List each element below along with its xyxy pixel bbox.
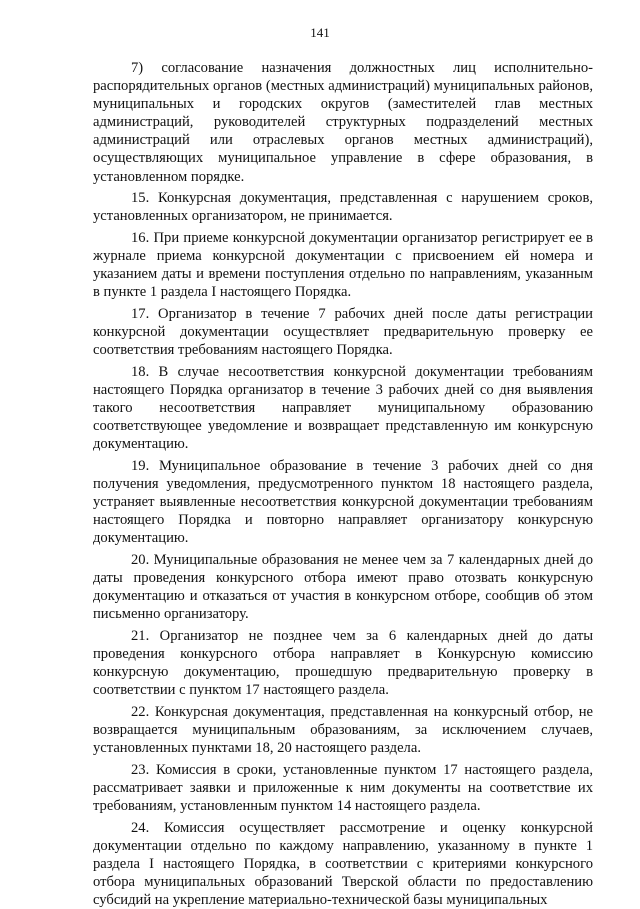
- document-body: [93, 0, 593, 909]
- paragraph-21: 21. Организатор не позднее чем за 6 календарных дней до даты проведения конкурсного отбора направляет в Конкурсную комиссию конкурсную документацию, прошедшую предварительную проверку в соответствии с пунктом 17 настоящего раздела.: [93, 627, 593, 699]
- paragraph-18: 18. В случае несоответствия конкурсной документации требованиям настоящего Порядка организатор в течение 3 рабочих дней со дня выявления такого несоответствия направляет муниципальному образованию соответствующее уведомление и возвращает представленную им конкурсную документацию.: [93, 363, 593, 453]
- page-number: 141: [310, 25, 330, 40]
- paragraph-16: 16. При приеме конкурсной документации организатор регистрирует ее в журнале приема конкурсной документации с присвоением ей номера и указанием даты и времени поступления отдельно по направлениям, указанным в пункте 1 раздела I настоящего Порядка.: [93, 230, 593, 301]
- paragraph-item-7: 7) согласование назначения должностных лиц исполнительно-распорядительных органов (местных администраций) муниципальных районов, муниципальных и городских округов (заместителей глав местных администраций, руководителей структурных подразделений местных администраций или отраслевых органов местных администраций), осуществляющих муниципальное управление в сфере образования, в установленном порядке.: [93, 60, 593, 185]
- paragraph-15: 15. Конкурсная документация, представленная с нарушением сроков, установленных организатором, не принимается.: [93, 190, 593, 225]
- paragraph-17: 17. Организатор в течение 7 рабочих дней после даты регистрации конкурсной документации осуществляет предварительную проверку ее соответствия требованиям настоящего Порядка.: [93, 306, 593, 359]
- paragraph-24: 24. Комиссия осуществляет рассмотрение и оценку конкурсной документации отдельно по каждому направлению, указанному в пункте 1 раздела I настоящего Порядка, в соответствии с критериями конкурсного отбора муниципальных образований Тверской области по предоставлению субсидий на укрепление материально-технической базы муниципальных: [93, 819, 593, 909]
- paragraph-23: 23. Комиссия в сроки, установленные пунктом 17 настоящего раздела, рассматривает заявки и приложенные к ним документы на соответствие их требованиям, установленным пунктом 14 настоящего раздела.: [93, 761, 593, 814]
- paragraph-20: 20. Муниципальные образования не менее чем за 7 календарных дней до даты проведения конкурсного отбора имеют право отозвать конкурсную документацию и отказаться от участия в конкурсном отборе, сообщив об этом письменно организатору.: [93, 552, 593, 623]
- paragraph-19: 19. Муниципальное образование в течение 3 рабочих дней со дня получения уведомления, предусмотренного пунктом 18 настоящего раздела, устраняет выявленные несоответствия конкурсной документации требованиям настоящего Порядка и повторно направляет организатору конкурсную документацию.: [93, 457, 593, 547]
- paragraph-22: 22. Конкурсная документация, представленная на конкурсный отбор, не возвращается муниципальным образованиям, за исключением случаев, установленных пунктами 18, 20 настоящего раздела.: [93, 703, 593, 757]
